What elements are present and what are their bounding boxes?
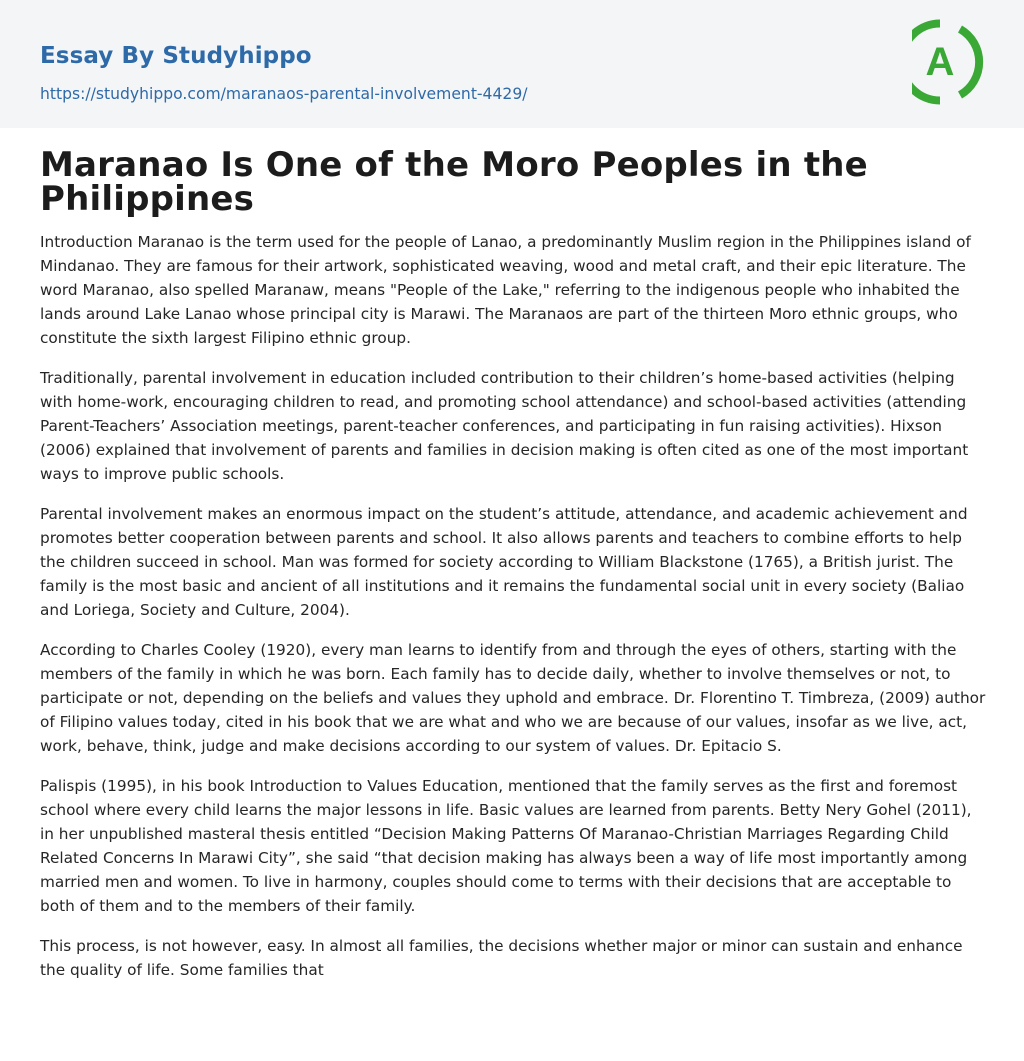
essay-paragraph: According to Charles Cooley (1920), every man learns to identify from and through the eyes of others, starting with the members of the family in which he was born. Each family has to decide daily, whether to involve themselves or not, to participate or not, depending on the beliefs and values they uphold and embrace. Dr. Florentino T. Timbreza, (2009) author of Filipino values today, cited in his book that we are what and who we are because of our values, insofar as we live, act, work, behave, think, judge and make decisions according to our system of values. Dr. Epitacio S. xyxy=(40,641,986,755)
essay-paragraph: Palispis (1995), in his book Introduction to Values Education, mentioned that the family serves as the first and foremost school where every child learns the major lessons in life. Basic values are learned from parents. Betty Nery Gohel (2011), in her unpublished masteral thesis entitled “Decision Making Patterns Of Maranao-Christian Marriages Regarding Child Related Concerns In Marawi City”, she said “that decision making has always been a way of life most importantly among married men and women. To live in harmony, couples should come to terms with their decisions that are acceptable to both of them and to the members of their family. xyxy=(40,777,972,915)
essay-url-link[interactable]: https://studyhippo.com/maranaos-parental-involvement-4429/ xyxy=(40,85,528,103)
site-brand-title[interactable]: Essay By Studyhippo xyxy=(40,43,312,69)
essay-title: Maranao Is One of the Moro Peoples in the Philippines xyxy=(40,145,868,219)
essay-paragraph: Parental involvement makes an enormous impact on the student’s attitude, attendance, and academic achievement and promotes better cooperation between parents and school. It also allows parents and teachers to combine efforts to help the children succeed in school. Man was formed for society according to William Blackstone (1765), a British jurist. The family is the most basic and ancient of all institutions and it remains the fundamental social unit in every society (Baliao and Loriega, Society and Culture, 2004). xyxy=(40,505,968,619)
essay-paragraph: This process, is not however, easy. In almost all families, the decisions whether major or minor can sustain and enhance the quality of life. Some families that xyxy=(40,937,963,979)
essay-body xyxy=(40,230,988,982)
logo-letter: A xyxy=(925,40,955,84)
essay-paragraph: Introduction Maranao is the term used for the people of Lanao, a predominantly Muslim region in the Philippines island of Mindanao. They are famous for their artwork, sophisticated weaving, wood and metal craft, and their epic literature. The word Maranao, also spelled Maranaw, means "People of the Lake," referring to the indigenous people who inhabited the lands around Lake Lanao whose principal city is Marawi. The Maranaos are part of the thirteen Moro ethnic groups, who constitute the sixth largest Filipino ethnic group. xyxy=(40,233,971,347)
essay-content xyxy=(40,145,988,998)
essay-paragraph: Traditionally, parental involvement in education included contribution to their children’s home-based activities (helping with home-work, encouraging children to read, and promoting school attendance) and school-based activities (attending Parent-Teachers’ Association meetings, parent-teacher conferences, and participating in fun raising activities). Hixson (2006) explained that involvement of parents and families in decision making is often cited as one of the most important ways to improve public schools. xyxy=(40,369,969,483)
site-header xyxy=(0,0,1024,128)
studyhippo-logo-icon[interactable] xyxy=(912,19,986,105)
